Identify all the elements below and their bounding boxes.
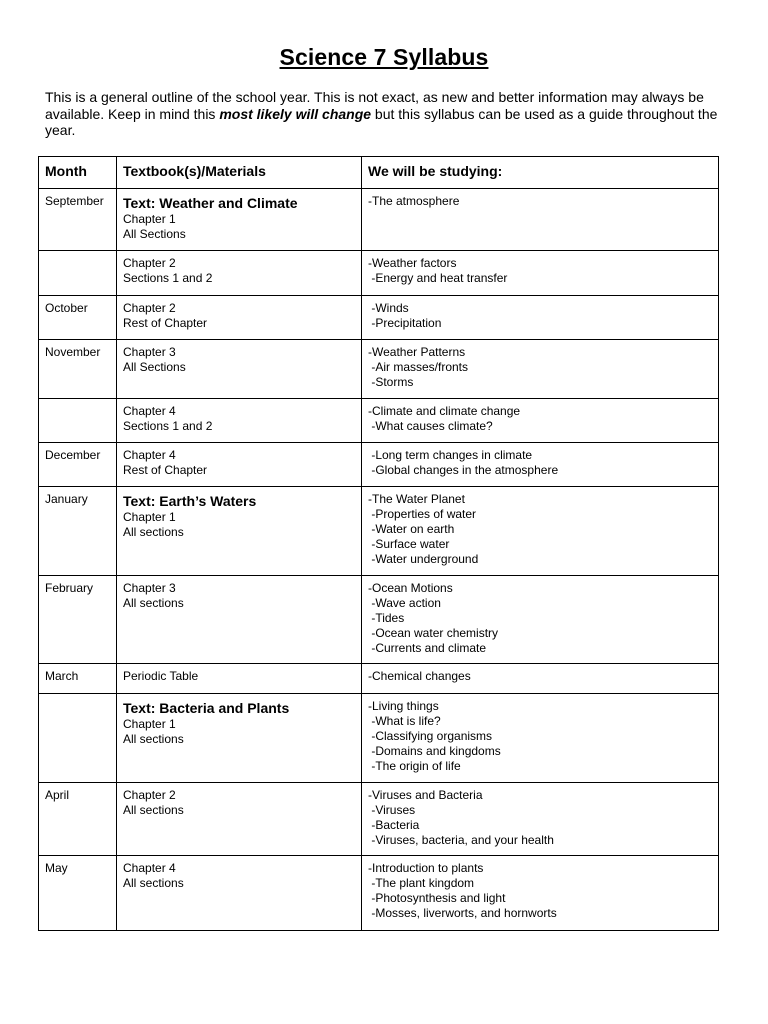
table-row (39, 399, 719, 443)
syllabus-table (38, 156, 719, 931)
table-row (39, 487, 719, 576)
material-line: Chapter 1 (123, 717, 176, 731)
table-row (39, 296, 719, 340)
materials-cell (117, 783, 362, 856)
intro-paragraph (45, 89, 725, 139)
topics-cell (362, 443, 719, 487)
textbook-title: Text: Bacteria and Plants (123, 700, 290, 716)
intro-text-end: but this syllabus can be used as a guide throughout the year. (45, 105, 718, 138)
materials-cell (117, 340, 362, 399)
topic-line: -What is life? (368, 714, 441, 728)
topic-line: -Water on earth (368, 522, 455, 536)
material-line: Chapter 4 (123, 404, 176, 418)
table-row (39, 856, 719, 931)
topic-line: -Ocean Motions (368, 581, 453, 595)
textbook-title: Text: Weather and Climate (123, 195, 298, 211)
topic-line: -What causes climate? (368, 419, 493, 433)
material-line: Chapter 4 (123, 861, 176, 875)
topic-line: -Mosses, liverworts, and hornworts (368, 906, 557, 920)
topic-line: -Precipitation (368, 316, 442, 330)
topics-cell (362, 487, 719, 576)
topic-line: -Tides (368, 611, 405, 625)
material-line: Sections 1 and 2 (123, 271, 213, 285)
topics-cell (362, 576, 719, 664)
topic-line: -Winds (368, 301, 409, 315)
material-line: Chapter 1 (123, 510, 176, 524)
material-line: Periodic Table (123, 669, 199, 683)
topics-cell (362, 296, 719, 340)
topic-line: -Energy and heat transfer (368, 271, 508, 285)
topic-line: -Global changes in the atmosphere (368, 463, 559, 477)
topic-line: -Chemical changes (368, 669, 471, 683)
material-line: All sections (123, 803, 184, 817)
table-body (39, 189, 719, 931)
header-materials: Textbook(s)/Materials (117, 157, 362, 189)
topic-line: -Properties of water (368, 507, 477, 521)
topic-line: -Living things (368, 699, 439, 713)
topics-cell (362, 664, 719, 694)
material-line: Chapter 4 (123, 448, 176, 462)
month-cell: May (39, 856, 117, 931)
topic-line: -Viruses and Bacteria (368, 788, 483, 802)
topic-line: -The origin of life (368, 759, 461, 773)
table-row (39, 443, 719, 487)
materials-cell (117, 189, 362, 251)
topic-line: -Air masses/fronts (368, 360, 469, 374)
material-line: Sections 1 and 2 (123, 419, 213, 433)
table-row (39, 189, 719, 251)
intro-emphasis: most likely will change (219, 105, 372, 122)
material-line: All sections (123, 596, 184, 610)
material-line: Chapter 2 (123, 301, 176, 315)
material-line: Chapter 1 (123, 212, 176, 226)
topics-cell (362, 856, 719, 931)
material-line: Chapter 3 (123, 345, 176, 359)
topic-line: -Domains and kingdoms (368, 744, 501, 758)
material-line: All Sections (123, 227, 186, 241)
table-header-row (39, 157, 719, 189)
header-month: Month (39, 157, 117, 189)
topic-line: -Bacteria (368, 818, 420, 832)
materials-cell (117, 856, 362, 931)
topic-line: -Wave action (368, 596, 441, 610)
topic-line: -Classifying organisms (368, 729, 493, 743)
header-studying: We will be studying: (362, 157, 719, 189)
table-row (39, 251, 719, 296)
material-line: Chapter 3 (123, 581, 176, 595)
month-cell: September (39, 189, 117, 251)
intro-text-start: This is a general outline of the school year. This is not exact, as new and better information may always be available. Keep in mind this (45, 89, 704, 122)
table-row (39, 576, 719, 664)
material-line: All sections (123, 525, 184, 539)
material-line: Chapter 2 (123, 788, 176, 802)
topic-line: -Water underground (368, 552, 479, 566)
month-cell (39, 694, 117, 783)
material-line: Rest of Chapter (123, 316, 208, 330)
topic-line: -The Water Planet (368, 492, 465, 506)
topic-line: -Photosynthesis and light (368, 891, 506, 905)
topics-cell (362, 340, 719, 399)
topic-line: -Weather factors (368, 256, 457, 270)
topic-line: -The atmosphere (368, 194, 460, 208)
material-line: All sections (123, 732, 184, 746)
topics-cell (362, 399, 719, 443)
materials-cell (117, 576, 362, 664)
topic-line: -The plant kingdom (368, 876, 475, 890)
topic-line: -Currents and climate (368, 641, 487, 655)
month-cell: January (39, 487, 117, 576)
material-line: Chapter 2 (123, 256, 176, 270)
topics-cell (362, 783, 719, 856)
material-line: Rest of Chapter (123, 463, 208, 477)
month-cell (39, 251, 117, 296)
topics-cell (362, 251, 719, 296)
table-row (39, 694, 719, 783)
month-cell: October (39, 296, 117, 340)
month-cell: February (39, 576, 117, 664)
material-line: All Sections (123, 360, 186, 374)
topic-line: -Viruses (368, 803, 416, 817)
materials-cell (117, 664, 362, 694)
materials-cell (117, 694, 362, 783)
month-cell: March (39, 664, 117, 694)
table-row (39, 664, 719, 694)
topic-line: -Introduction to plants (368, 861, 484, 875)
materials-cell (117, 251, 362, 296)
topics-cell (362, 189, 719, 251)
topic-line: -Surface water (368, 537, 450, 551)
topic-line: -Viruses, bacteria, and your health (368, 833, 554, 847)
materials-cell (117, 296, 362, 340)
topic-line: -Storms (368, 375, 414, 389)
table-row (39, 783, 719, 856)
table-row (39, 340, 719, 399)
material-line: All sections (123, 876, 184, 890)
topics-cell (362, 694, 719, 783)
topic-line: -Climate and climate change (368, 404, 521, 418)
topic-line: -Long term changes in climate (368, 448, 533, 462)
month-cell: December (39, 443, 117, 487)
month-cell: April (39, 783, 117, 856)
topic-line: -Weather Patterns (368, 345, 466, 359)
materials-cell (117, 443, 362, 487)
month-cell (39, 399, 117, 443)
materials-cell (117, 399, 362, 443)
page-title: Science 7 Syllabus (279, 44, 489, 70)
materials-cell (117, 487, 362, 576)
topic-line: -Ocean water chemistry (368, 626, 499, 640)
textbook-title: Text: Earth’s Waters (123, 493, 257, 509)
month-cell: November (39, 340, 117, 399)
